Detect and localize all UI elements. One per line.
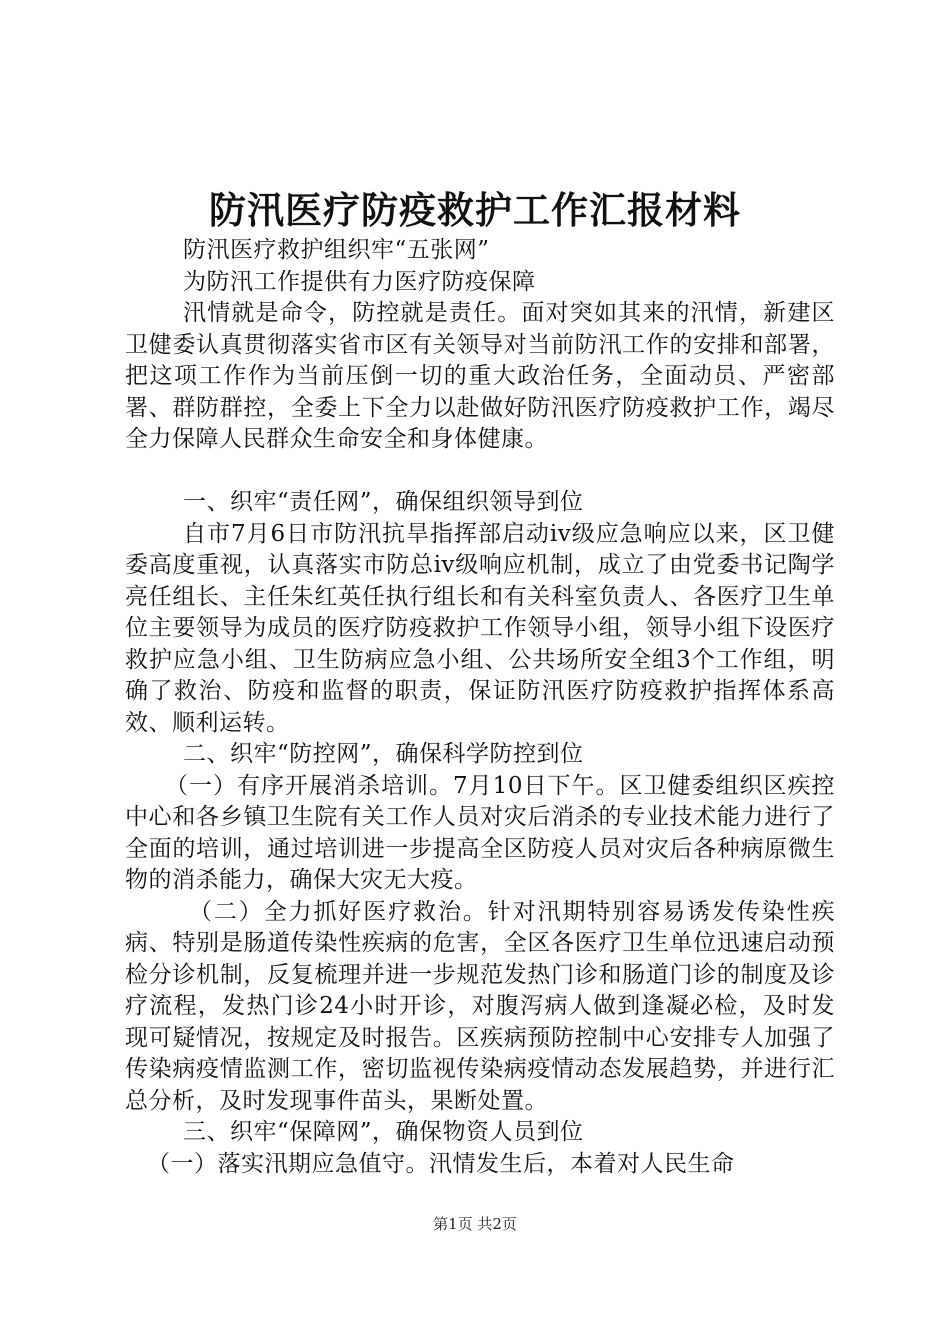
intro-paragraph: 汛情就是命令，防控就是责任。面对突如其来的汛情，新建区卫健委认真贯彻落实省市区有关领导对当前防汛工作的安排和部署，把这项工作作为当前压倒一切的重大政治任务，全面动员、严密部署、群防群控，全委上下全力以赴做好防汛医疗防疫救护工作，竭尽全力保障人民群众生命安全和身体健康。: [125, 300, 835, 452]
section-1-paragraph: 自市7月6日市防汛抗旱指挥部启动iv级应急响应以来，区卫健委高度重视，认真落实市防总iv级响应机制，成立了由党委书记陶学亮任组长、主任朱红英任执行组长和有关科室负责人、各医疗卫生单位主要领导为成员的医疗防疫救护工作领导小组，领导小组下设医疗救护应急小组、卫生防病应急小组、公共场所安全组3个工作组，明确了救治、防疫和监督的职责，保证防汛医疗防疫救护指挥体系高效、顺利运转。: [125, 520, 835, 736]
paragraph-gap: [125, 456, 835, 488]
document-body: [125, 235, 835, 1180]
section-3-heading: 三、织牢“保障网”，确保物资人员到位: [183, 1119, 584, 1145]
subtitle-line-1: 防汛医疗救护组织牢“五张网”: [183, 237, 490, 263]
section-1-heading: 一、织牢“责任网”，确保组织领导到位: [183, 489, 584, 515]
document-title: 防汛医疗防疫救护工作汇报材料: [209, 188, 741, 232]
subtitle-line-2: 为防汛工作提供有力医疗防疫保障: [183, 268, 536, 295]
section-2-item-2: （二）全力抓好医疗救治。针对汛期特别容易诱发传染性疾病、特别是肠道传染性疾病的危害，全区各医疗卫生单位迅速启动预检分诊机制，反复梳理并进一步规范发热门诊和肠道门诊的制度及诊疗流程，发热门诊24小时开诊，对腹泻病人做到逢凝必检，及时发现可疑情况，按规定及时报告。区疾病预防控制中心安排专人加强了传染病疫情监测工作，密切监视传染病疫情动态发展趋势，并进行汇总分析，及时发现事件苗头，果断处置。: [125, 898, 835, 1114]
page-footer: 第1页 共2页: [433, 1215, 517, 1233]
section-3-item-1: （一）落实汛期应急值守。汛情发生后，本着对人民生命: [147, 1150, 735, 1177]
section-2-item-1: （一）有序开展消杀培训。7月10日下午。区卫健委组织区疾控中心和各乡镇卫生院有关工作人员对灾后消杀的专业技术能力进行了全面的培训，通过培训进一步提高全区防疫人员对灾后各种病原微生物的消杀能力，确保大灾无大疫。: [125, 772, 835, 893]
section-2-heading: 二、织牢“防控网”，确保科学防控到位: [183, 741, 584, 767]
